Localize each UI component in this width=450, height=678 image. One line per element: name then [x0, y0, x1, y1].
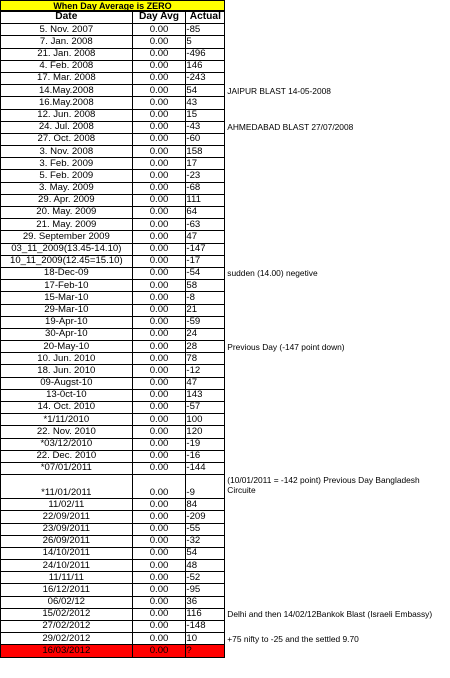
table-row: [1, 365, 450, 377]
actual-cell[interactable]: -144: [186, 462, 225, 474]
note-cell[interactable]: [225, 462, 450, 474]
day-avg-cell[interactable]: 0.00: [132, 633, 186, 645]
date-cell[interactable]: 3. Nov. 2008: [1, 146, 133, 158]
actual-cell[interactable]: 15: [186, 109, 225, 121]
date-cell[interactable]: 19-Apr-10: [1, 316, 133, 328]
actual-cell[interactable]: 43: [186, 97, 225, 109]
table-row: [1, 462, 450, 474]
actual-cell[interactable]: -209: [186, 511, 225, 523]
actual-cell[interactable]: -8: [186, 292, 225, 304]
note-cell[interactable]: [225, 170, 450, 182]
actual-cell[interactable]: -59: [186, 316, 225, 328]
note-cell[interactable]: [225, 426, 450, 438]
actual-cell[interactable]: 120: [186, 426, 225, 438]
note-cell[interactable]: [225, 97, 450, 109]
day-avg-cell[interactable]: 0.00: [132, 547, 186, 559]
date-cell[interactable]: 16.May.2008: [1, 97, 133, 109]
day-avg-cell[interactable]: 0.00: [132, 267, 186, 279]
table-row: [1, 194, 450, 206]
date-cell[interactable]: 03_11_2009(13.45-14.10): [1, 243, 133, 255]
actual-cell[interactable]: -496: [186, 48, 225, 60]
actual-column-header[interactable]: Actual: [186, 12, 225, 24]
note-cell[interactable]: [225, 547, 450, 559]
day-avg-cell[interactable]: 0.00: [132, 475, 186, 499]
note-cell[interactable]: sudden (14.00) negetive: [227, 268, 318, 279]
date-cell[interactable]: 26/09/2011: [1, 535, 133, 547]
table-row: [1, 535, 450, 547]
note-cell[interactable]: [225, 596, 450, 608]
table-row: [1, 584, 450, 596]
table-row: [1, 255, 450, 267]
day-avg-cell[interactable]: 0.00: [132, 280, 186, 292]
table-row: [1, 438, 450, 450]
note-cell[interactable]: [225, 402, 450, 414]
day-avg-cell[interactable]: 0.00: [132, 121, 186, 133]
actual-cell[interactable]: 111: [186, 194, 225, 206]
table-row: [1, 133, 450, 145]
note-cell[interactable]: [225, 523, 450, 535]
day-avg-cell[interactable]: 0.00: [132, 499, 186, 511]
table-row: [1, 60, 450, 72]
day-avg-cell[interactable]: 0.00: [132, 402, 186, 414]
table-row: [1, 560, 450, 572]
table-row: [1, 450, 450, 462]
note-cell[interactable]: [225, 255, 450, 267]
date-cell[interactable]: 15-Mar-10: [1, 292, 133, 304]
table-row: [1, 608, 450, 620]
day-avg-cell[interactable]: 0.00: [132, 170, 186, 182]
day-avg-cell[interactable]: 0.00: [132, 36, 186, 48]
table-row: [1, 292, 450, 304]
day-avg-cell[interactable]: 0.00: [132, 353, 186, 365]
actual-cell[interactable]: -95: [186, 584, 225, 596]
table-row: [1, 341, 450, 353]
note-cell[interactable]: [225, 207, 450, 219]
actual-cell[interactable]: -85: [186, 24, 225, 36]
day-avg-cell[interactable]: 0.00: [132, 316, 186, 328]
actual-cell[interactable]: 47: [186, 377, 225, 389]
date-cell[interactable]: 09-Augst-10: [1, 377, 133, 389]
date-cell[interactable]: *1/11/2010: [1, 414, 133, 426]
table-row: [1, 316, 450, 328]
actual-cell[interactable]: -23: [186, 170, 225, 182]
actual-cell[interactable]: 5: [186, 36, 225, 48]
note-cell[interactable]: [225, 280, 450, 292]
day-avg-cell[interactable]: 0.00: [132, 72, 186, 84]
date-cell[interactable]: 29-Mar-10: [1, 304, 133, 316]
actual-cell[interactable]: 17: [186, 158, 225, 170]
actual-cell[interactable]: 146: [186, 60, 225, 72]
note-cell[interactable]: [225, 36, 450, 48]
day-avg-cell[interactable]: 0.00: [132, 584, 186, 596]
actual-cell[interactable]: ?: [186, 645, 225, 657]
day-avg-cell[interactable]: 0.00: [132, 97, 186, 109]
note-cell[interactable]: [225, 511, 450, 523]
date-cell[interactable]: 14.May.2008: [1, 85, 133, 97]
table-row: [1, 219, 450, 231]
actual-cell[interactable]: 58: [186, 280, 225, 292]
table-row: [1, 48, 450, 60]
table-row: [1, 207, 450, 219]
note-cell[interactable]: [225, 535, 450, 547]
day-avg-cell[interactable]: 0.00: [132, 426, 186, 438]
note-cell[interactable]: [225, 499, 450, 511]
note-cell[interactable]: [225, 158, 450, 170]
note-cell[interactable]: [225, 316, 450, 328]
day-avg-cell[interactable]: 0.00: [132, 109, 186, 121]
note-cell[interactable]: JAIPUR BLAST 14-05-2008: [227, 85, 331, 96]
table-row: [1, 475, 450, 499]
note-cell[interactable]: [225, 194, 450, 206]
date-cell[interactable]: 21. Jan. 2008: [1, 48, 133, 60]
date-cell[interactable]: 5. Nov. 2007: [1, 24, 133, 36]
table-row: [1, 24, 450, 36]
actual-cell[interactable]: 116: [186, 608, 225, 620]
table-row: [1, 645, 450, 657]
table-row: [1, 353, 450, 365]
date-cell[interactable]: 20. May. 2009: [1, 207, 133, 219]
table-row: [1, 328, 450, 340]
date-cell[interactable]: 11/11/11: [1, 572, 133, 584]
day-avg-cell[interactable]: 0.00: [132, 377, 186, 389]
date-cell[interactable]: 29. Apr. 2009: [1, 194, 133, 206]
actual-cell[interactable]: -57: [186, 402, 225, 414]
date-cell[interactable]: 29. September 2009: [1, 231, 133, 243]
table-row: [1, 280, 450, 292]
day-avg-cell[interactable]: 0.00: [132, 621, 186, 633]
day-avg-cell[interactable]: 0.00: [132, 133, 186, 145]
actual-cell[interactable]: -54: [186, 267, 225, 279]
date-cell[interactable]: 29/02/2012: [1, 633, 133, 645]
note-cell[interactable]: [225, 292, 450, 304]
table-row: [1, 170, 450, 182]
date-cell[interactable]: 16/03/2012: [1, 645, 133, 657]
day-avg-cell[interactable]: 0.00: [132, 182, 186, 194]
header-row: [1, 12, 450, 24]
date-cell[interactable]: 27/02/2012: [1, 621, 133, 633]
date-column-header[interactable]: Date: [1, 12, 133, 24]
table-row: [1, 511, 450, 523]
actual-cell[interactable]: -60: [186, 133, 225, 145]
data-table: [0, 11, 450, 658]
day-avg-cell[interactable]: 0.00: [132, 608, 186, 620]
note-cell[interactable]: [225, 219, 450, 231]
note-cell[interactable]: (10/01/2011 = -142 point) Previous Day Bangladesh Circuite: [227, 474, 420, 495]
actual-cell[interactable]: -68: [186, 182, 225, 194]
day-avg-cell[interactable]: 0.00: [132, 48, 186, 60]
date-cell[interactable]: 24. Jul. 2008: [1, 121, 133, 133]
note-cell[interactable]: +75 nifty to -25 and the settled 9.70: [227, 633, 359, 644]
table-row: [1, 377, 450, 389]
actual-cell[interactable]: 158: [186, 146, 225, 158]
date-cell[interactable]: 17. Mar. 2008: [1, 72, 133, 84]
actual-cell[interactable]: -19: [186, 438, 225, 450]
day-avg-cell[interactable]: 0.00: [132, 60, 186, 72]
table-row: [1, 85, 450, 97]
table-row: [1, 97, 450, 109]
actual-cell[interactable]: 28: [186, 341, 225, 353]
actual-cell[interactable]: 64: [186, 207, 225, 219]
day-avg-cell[interactable]: 0.00: [132, 194, 186, 206]
actual-cell[interactable]: -148: [186, 621, 225, 633]
table-row: [1, 499, 450, 511]
day-avg-cell[interactable]: 0.00: [132, 231, 186, 243]
actual-cell[interactable]: 84: [186, 499, 225, 511]
day-avg-cell[interactable]: 0.00: [132, 341, 186, 353]
note-cell[interactable]: [225, 560, 450, 572]
day-avg-cell[interactable]: 0.00: [132, 535, 186, 547]
actual-cell[interactable]: -9: [186, 475, 225, 499]
actual-cell[interactable]: 24: [186, 328, 225, 340]
notes-column-header: [225, 12, 450, 24]
day-avg-cell[interactable]: 0.00: [132, 511, 186, 523]
date-cell[interactable]: 30-Apr-10: [1, 328, 133, 340]
day-avg-cell[interactable]: 0.00: [132, 243, 186, 255]
table-row: [1, 158, 450, 170]
date-cell[interactable]: 06/02/12: [1, 596, 133, 608]
date-cell[interactable]: 3. May. 2009: [1, 182, 133, 194]
table-row: [1, 389, 450, 401]
table-row: [1, 231, 450, 243]
table-row: [1, 121, 450, 133]
date-cell[interactable]: 14. Oct. 2010: [1, 402, 133, 414]
date-cell[interactable]: 12. Jun. 2008: [1, 109, 133, 121]
day-avg-cell[interactable]: 0.00: [132, 146, 186, 158]
date-cell[interactable]: 3. Feb. 2009: [1, 158, 133, 170]
day-avg-cell[interactable]: 0.00: [132, 158, 186, 170]
table-row: [1, 267, 450, 279]
day-avg-column-header[interactable]: Day Avg: [132, 12, 186, 24]
date-cell[interactable]: 13-0ct-10: [1, 389, 133, 401]
date-cell[interactable]: *11/01/2011: [1, 475, 133, 499]
table-row: [1, 36, 450, 48]
date-cell[interactable]: 21. May. 2009: [1, 219, 133, 231]
table-row: [1, 633, 450, 645]
table-row: [1, 547, 450, 559]
note-cell[interactable]: [225, 328, 450, 340]
actual-cell[interactable]: -63: [186, 219, 225, 231]
date-cell[interactable]: 7. Jan. 2008: [1, 36, 133, 48]
date-cell[interactable]: 14/10/2011: [1, 547, 133, 559]
table-row: [1, 182, 450, 194]
date-cell[interactable]: 17-Feb-10: [1, 280, 133, 292]
day-avg-cell[interactable]: 0.00: [132, 24, 186, 36]
date-cell[interactable]: 22/09/2011: [1, 511, 133, 523]
date-cell[interactable]: 16/12/2011: [1, 584, 133, 596]
table-row: [1, 621, 450, 633]
note-cell[interactable]: [225, 621, 450, 633]
note-cell[interactable]: AHMEDABAD BLAST 27/07/2008: [227, 122, 354, 133]
actual-cell[interactable]: -55: [186, 523, 225, 535]
actual-cell[interactable]: -32: [186, 535, 225, 547]
date-cell[interactable]: 23/09/2011: [1, 523, 133, 535]
note-cell[interactable]: [225, 24, 450, 36]
note-cell[interactable]: [225, 584, 450, 596]
note-cell[interactable]: [225, 365, 450, 377]
day-avg-cell[interactable]: 0.00: [132, 462, 186, 474]
day-avg-cell[interactable]: 0.00: [132, 292, 186, 304]
note-cell[interactable]: [225, 231, 450, 243]
date-cell[interactable]: 24/10/2011: [1, 560, 133, 572]
day-avg-cell[interactable]: 0.00: [132, 438, 186, 450]
date-cell[interactable]: 18. Jun. 2010: [1, 365, 133, 377]
actual-cell[interactable]: 143: [186, 389, 225, 401]
note-cell[interactable]: [225, 414, 450, 426]
note-cell[interactable]: [225, 450, 450, 462]
actual-cell[interactable]: 54: [186, 85, 225, 97]
day-avg-cell[interactable]: 0.00: [132, 85, 186, 97]
day-avg-cell[interactable]: 0.00: [132, 207, 186, 219]
date-cell[interactable]: 10. Jun. 2010: [1, 353, 133, 365]
actual-cell[interactable]: 47: [186, 231, 225, 243]
day-avg-cell[interactable]: 0.00: [132, 365, 186, 377]
actual-cell[interactable]: 100: [186, 414, 225, 426]
sheet-title: When Day Average is ZERO: [0, 0, 225, 11]
date-cell[interactable]: *03/12/2010: [1, 438, 133, 450]
date-cell[interactable]: 15/02/2012: [1, 608, 133, 620]
date-cell[interactable]: 10_11_2009(12.45=15.10): [1, 255, 133, 267]
table-row: [1, 596, 450, 608]
actual-cell[interactable]: -243: [186, 72, 225, 84]
actual-cell[interactable]: 78: [186, 353, 225, 365]
note-cell[interactable]: [225, 438, 450, 450]
note-cell[interactable]: [225, 60, 450, 72]
day-avg-cell[interactable]: 0.00: [132, 255, 186, 267]
note-cell[interactable]: [225, 72, 450, 84]
day-avg-cell[interactable]: 0.00: [132, 523, 186, 535]
actual-cell[interactable]: -16: [186, 450, 225, 462]
actual-cell[interactable]: -12: [186, 365, 225, 377]
note-cell[interactable]: [225, 109, 450, 121]
actual-cell[interactable]: 10: [186, 633, 225, 645]
note-cell[interactable]: [225, 304, 450, 316]
day-avg-cell[interactable]: 0.00: [132, 389, 186, 401]
date-cell[interactable]: 4. Feb. 2008: [1, 60, 133, 72]
day-avg-cell[interactable]: 0.00: [132, 304, 186, 316]
table-row: [1, 146, 450, 158]
table-body: [1, 24, 450, 657]
date-cell[interactable]: 5. Feb. 2009: [1, 170, 133, 182]
day-avg-cell[interactable]: 0.00: [132, 560, 186, 572]
day-avg-cell[interactable]: 0.00: [132, 572, 186, 584]
day-avg-cell[interactable]: 0.00: [132, 596, 186, 608]
note-cell[interactable]: [225, 572, 450, 584]
note-cell[interactable]: Delhi and then 14/02/12Bankok Blast (Israeli Embassy): [227, 609, 433, 620]
date-cell[interactable]: 22. Nov. 2010: [1, 426, 133, 438]
actual-cell[interactable]: 36: [186, 596, 225, 608]
note-cell[interactable]: [225, 353, 450, 365]
date-cell[interactable]: 18-Dec-09: [1, 267, 133, 279]
date-cell[interactable]: *07/01/2011: [1, 462, 133, 474]
date-cell[interactable]: 11/02/11: [1, 499, 133, 511]
actual-cell[interactable]: -43: [186, 121, 225, 133]
table-row: [1, 304, 450, 316]
note-cell[interactable]: [225, 645, 450, 657]
note-cell[interactable]: [225, 182, 450, 194]
note-cell[interactable]: [225, 243, 450, 255]
note-cell[interactable]: [225, 48, 450, 60]
table-row: [1, 572, 450, 584]
note-cell[interactable]: [225, 133, 450, 145]
table-row: [1, 523, 450, 535]
actual-cell[interactable]: -17: [186, 255, 225, 267]
note-cell[interactable]: [225, 377, 450, 389]
day-avg-cell[interactable]: 0.00: [132, 219, 186, 231]
note-cell[interactable]: Previous Day (-147 point down): [227, 341, 345, 352]
note-cell[interactable]: [225, 389, 450, 401]
day-avg-cell[interactable]: 0.00: [132, 328, 186, 340]
actual-cell[interactable]: 21: [186, 304, 225, 316]
table-row: [1, 426, 450, 438]
table-row: [1, 402, 450, 414]
table-row: [1, 414, 450, 426]
actual-cell[interactable]: -147: [186, 243, 225, 255]
actual-cell[interactable]: 54: [186, 547, 225, 559]
date-cell[interactable]: 27. Oct. 2008: [1, 133, 133, 145]
actual-cell[interactable]: -52: [186, 572, 225, 584]
table-row: [1, 243, 450, 255]
day-avg-cell[interactable]: 0.00: [132, 645, 186, 657]
day-avg-cell[interactable]: 0.00: [132, 414, 186, 426]
date-cell[interactable]: 22. Dec. 2010: [1, 450, 133, 462]
table-row: [1, 109, 450, 121]
table-row: [1, 72, 450, 84]
day-avg-cell[interactable]: 0.00: [132, 450, 186, 462]
actual-cell[interactable]: 48: [186, 560, 225, 572]
date-cell[interactable]: 20-May-10: [1, 341, 133, 353]
note-cell[interactable]: [225, 146, 450, 158]
